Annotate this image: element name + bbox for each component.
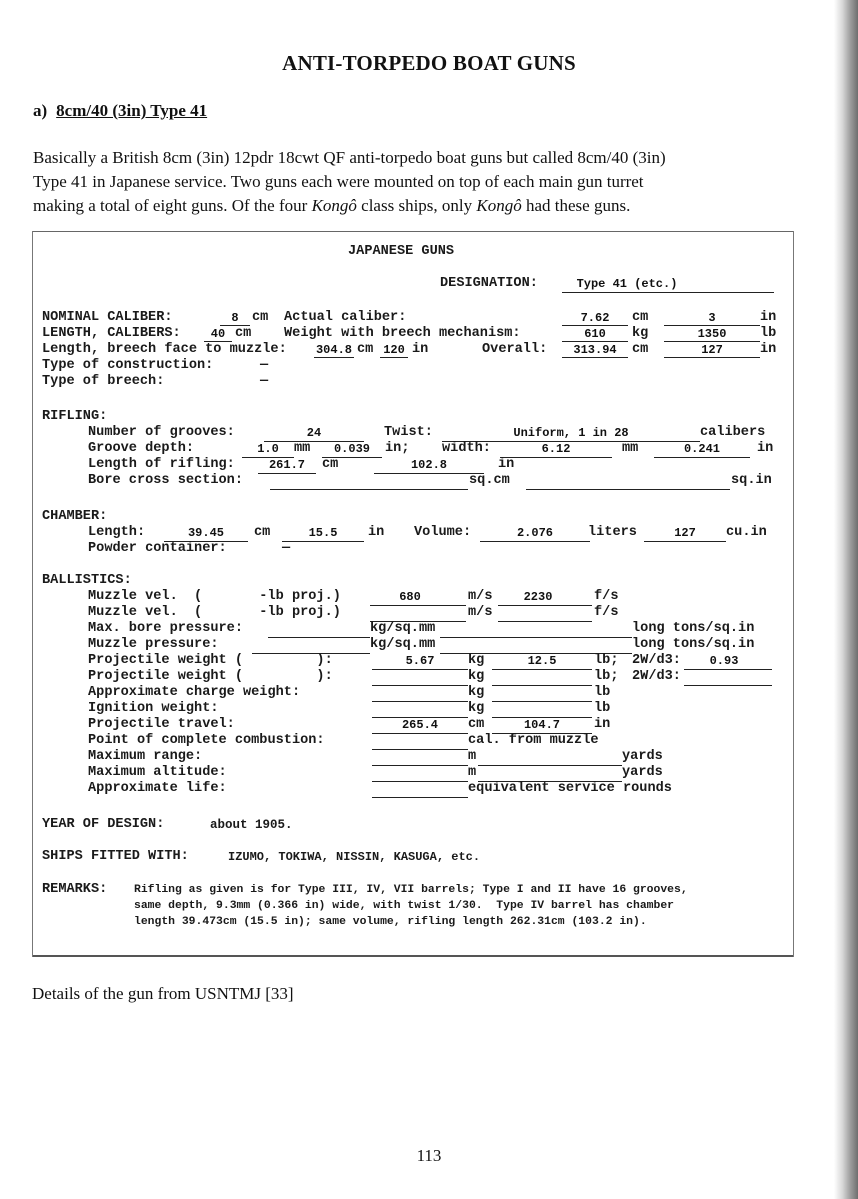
caliber-label: NOMINAL CALIBER: (42, 310, 173, 325)
ignition-weight-label: Ignition weight: (88, 701, 219, 716)
intro-line: Basically a British 8cm (3in) 12pdr 18cwt QF anti-torpedo boat guns but called 8cm/40 (3in) (33, 148, 666, 167)
unit: long tons/sq.in (632, 637, 755, 652)
section-heading (33, 101, 207, 121)
remarks-line: Rifling as given is for Type III, IV, VII barrels; Type I and II have 16 grooves, (134, 884, 688, 896)
overall-in: 127 (701, 343, 723, 357)
chamber-heading: CHAMBER: (42, 509, 108, 524)
unit: in (498, 457, 515, 472)
bore-pressure-label: Max. bore pressure: (88, 621, 243, 636)
blank-line (372, 765, 468, 766)
remarks-line: length 39.473cm (15.5 in); same volume, rifling length 262.31cm (103.2 in). (134, 916, 647, 928)
blank-line (562, 357, 628, 358)
section-label: a) (33, 101, 48, 120)
unit: in (368, 525, 385, 540)
blank-line (480, 541, 590, 542)
twist-label: Twist: (384, 425, 433, 440)
blank-line (684, 669, 772, 670)
construction-value: — (260, 358, 269, 373)
muzzle-velocity-label: Muzzle vel. ( -lb proj.) (88, 589, 341, 604)
powder-container-label: Powder container: (88, 541, 227, 556)
breech-length-in: 120 (383, 343, 405, 357)
length-calibers-value: 40 (210, 327, 226, 341)
unit: sq.in (731, 473, 772, 488)
unit: in (412, 342, 429, 357)
groove-depth-label: Groove depth: (88, 441, 195, 456)
blank-line (562, 325, 628, 326)
intro-paragraph (33, 146, 833, 218)
unit: sq.cm (469, 473, 510, 488)
blank-line (372, 733, 468, 734)
unit: equivalent service rounds (468, 781, 672, 796)
blank-line (370, 605, 466, 606)
unit: kg (632, 326, 649, 341)
unit: lb (594, 685, 611, 700)
blank-line (654, 457, 750, 458)
ballistics-heading: BALLISTICS: (42, 573, 132, 588)
volume-liters: 2.076 (516, 526, 553, 540)
rifling-length-label: Length of rifling: (88, 457, 235, 472)
unit: cm (252, 310, 269, 325)
unit: kg/sq.mm (370, 637, 436, 652)
blank-line (372, 797, 468, 798)
unit: m/s (468, 589, 493, 604)
remarks-label: REMARKS: (42, 882, 108, 897)
unit: m (468, 749, 477, 764)
intro-line: Type 41 in Japanese service. Two guns each were mounted on top of each main gun turret (33, 172, 644, 191)
grooves-value: 24 (306, 426, 322, 440)
muzzle-pressure-label: Muzzle pressure: (88, 637, 219, 652)
intro-line (33, 194, 833, 218)
unit: cal. from muzzle (468, 733, 599, 748)
unit: cm (357, 342, 374, 357)
actual-caliber-in: 3 (708, 311, 716, 325)
unit: kg/sq.mm (370, 621, 436, 636)
approx-life-label: Approximate life: (88, 781, 227, 796)
unit: cm (322, 457, 339, 472)
breech-type-value: — (260, 374, 269, 389)
form-border-right (793, 231, 794, 957)
groove-width-label: width: (442, 441, 491, 456)
chamber-length-cm: 39.45 (187, 526, 224, 540)
projectile-travel-in: 104.7 (523, 718, 560, 732)
ships-label: SHIPS FITTED WITH: (42, 849, 189, 864)
blank-line (372, 749, 468, 750)
breech-type-label: Type of breech: (42, 374, 165, 389)
blank-line (282, 541, 364, 542)
blank-line (268, 637, 370, 638)
blank-line (664, 325, 760, 326)
rifling-length-cm: 261.7 (268, 458, 305, 472)
rifling-heading: RIFLING: (42, 409, 108, 424)
ratio-value: 0.93 (709, 654, 739, 668)
construction-label: Type of construction: (42, 358, 214, 373)
unit: m/s (468, 605, 493, 620)
overall-label: Overall: (482, 342, 548, 357)
groove-width-in: 0.241 (683, 442, 720, 456)
year-value: about 1905. (210, 818, 293, 832)
unit: liters (588, 525, 637, 540)
form-border-top (32, 231, 794, 232)
projectile-weight-label: Projectile weight ( ): (88, 653, 333, 668)
designation-label: DESIGNATION: (440, 276, 538, 291)
blank-line (372, 685, 468, 686)
blank-line (526, 489, 730, 490)
ratio-label: 2W/d3: (632, 669, 681, 684)
intro-text: had these guns. (521, 196, 631, 215)
ships-value: IZUMO, TOKIWA, NISSIN, KASUGA, etc. (228, 850, 481, 864)
unit: in (760, 310, 777, 325)
unit: f/s (594, 605, 619, 620)
grooves-label: Number of grooves: (88, 425, 235, 440)
breech-length-cm: 304.8 (315, 343, 352, 357)
weight-kg: 610 (584, 327, 606, 341)
volume-label: Volume: (414, 525, 472, 540)
chamber-length-label: Length: (88, 525, 146, 540)
blank-line (500, 457, 612, 458)
powder-container-value: — (282, 541, 291, 556)
blank-line (314, 357, 354, 358)
blank-line (492, 701, 592, 702)
blank-line (374, 473, 484, 474)
rifling-length-in: 102.8 (410, 458, 447, 472)
blank-line (684, 685, 772, 686)
ship-name: Kongô (311, 196, 357, 215)
muzzle-velocity-fs: 2230 (523, 590, 553, 604)
gun-data-form (32, 231, 794, 957)
projectile-weight-kg: 5.67 (405, 654, 435, 668)
page-number: 113 (416, 1146, 442, 1165)
unit: cm (632, 342, 649, 357)
blank-line (562, 341, 628, 342)
length-calibers-label: LENGTH, CALIBERS: (42, 326, 181, 341)
volume-cuin: 127 (674, 526, 696, 540)
unit: lb (760, 326, 777, 341)
year-label: YEAR OF DESIGN: (42, 817, 165, 832)
max-range-label: Maximum range: (88, 749, 203, 764)
unit: in (757, 441, 774, 456)
intro-text: making a total of eight guns. Of the four (33, 196, 312, 215)
blank-line (372, 781, 468, 782)
chamber-length-in: 15.5 (308, 526, 338, 540)
unit: long tons/sq.in (632, 621, 755, 636)
blank-line (498, 605, 592, 606)
unit: cm (254, 525, 271, 540)
intro-text: class ships, only (356, 196, 477, 215)
unit: cm (468, 717, 485, 732)
unit: lb; (594, 653, 619, 668)
unit: lb (594, 701, 611, 716)
blank-line (498, 621, 592, 622)
designation-value: Type 41 (etc.) (576, 277, 678, 291)
projectile-weight-label: Projectile weight ( ): (88, 669, 333, 684)
blank-line (440, 637, 632, 638)
bore-section-label: Bore cross section: (88, 473, 243, 488)
blank-line (372, 669, 468, 670)
remarks-line: same depth, 9.3mm (0.366 in) wide, with twist 1/30. Type IV barrel has chamber (134, 900, 675, 912)
twist-value: Uniform, 1 in 28 (513, 426, 629, 440)
actual-caliber-label: Actual caliber: (284, 310, 407, 325)
muzzle-velocity-ms: 680 (399, 590, 421, 604)
unit: kg (468, 653, 485, 668)
overall-cm: 313.94 (573, 343, 617, 357)
groove-width-mm: 6.12 (541, 442, 571, 456)
blank-line (258, 473, 316, 474)
unit: yards (622, 765, 663, 780)
figure-caption: Details of the gun from USNTMJ [33] (32, 984, 294, 1003)
projectile-weight-lb: 12.5 (527, 654, 557, 668)
projectile-travel-cm: 265.4 (401, 718, 438, 732)
unit: in (594, 717, 611, 732)
charge-weight-label: Approximate charge weight: (88, 685, 301, 700)
blank-line (478, 765, 622, 766)
unit: calibers (700, 425, 766, 440)
unit: mm (294, 441, 311, 456)
unit: lb; (594, 669, 619, 684)
projectile-travel-label: Projectile travel: (88, 717, 235, 732)
unit: mm (622, 441, 639, 456)
unit: kg (468, 685, 485, 700)
breech-length-label: Length, breech face to muzzle: (42, 342, 287, 357)
unit: cm (632, 310, 649, 325)
combustion-label: Point of complete combustion: (88, 733, 325, 748)
page-edge-shadow (834, 0, 858, 1199)
ratio-label: 2W/d3: (632, 653, 681, 668)
designation-line (562, 292, 774, 293)
form-border-left (32, 231, 33, 957)
groove-depth-mm: 1.0 (257, 442, 279, 456)
ship-name: Kongô (476, 196, 522, 215)
groove-depth-in: 0.039 (333, 442, 370, 456)
unit: in; (385, 441, 410, 456)
page-title: ANTI-TORPEDO BOAT GUNS (282, 51, 576, 75)
blank-line (664, 357, 760, 358)
section-title: 8cm/40 (3in) Type 41 (56, 101, 208, 120)
unit: yards (622, 749, 663, 764)
max-altitude-label: Maximum altitude: (88, 765, 227, 780)
blank-line (664, 341, 760, 342)
weight-label: Weight with breech mechanism: (284, 326, 521, 341)
blank-line (372, 701, 468, 702)
unit: kg (468, 669, 485, 684)
blank-line (644, 541, 726, 542)
unit: f/s (594, 589, 619, 604)
blank-line (492, 685, 592, 686)
blank-line (380, 357, 408, 358)
form-header: JAPANESE GUNS (348, 244, 455, 259)
weight-lb: 1350 (697, 327, 727, 341)
unit: cu.in (726, 525, 767, 540)
unit: kg (468, 701, 485, 716)
form-border-bottom (32, 955, 794, 957)
unit: cm (235, 326, 252, 341)
actual-caliber-cm: 7.62 (580, 311, 610, 325)
caliber-value: 8 (231, 311, 239, 325)
unit: m (468, 765, 477, 780)
blank-line (492, 669, 592, 670)
blank-line (270, 489, 468, 490)
muzzle-velocity-label: Muzzle vel. ( -lb proj.) (88, 605, 341, 620)
unit: in (760, 342, 777, 357)
